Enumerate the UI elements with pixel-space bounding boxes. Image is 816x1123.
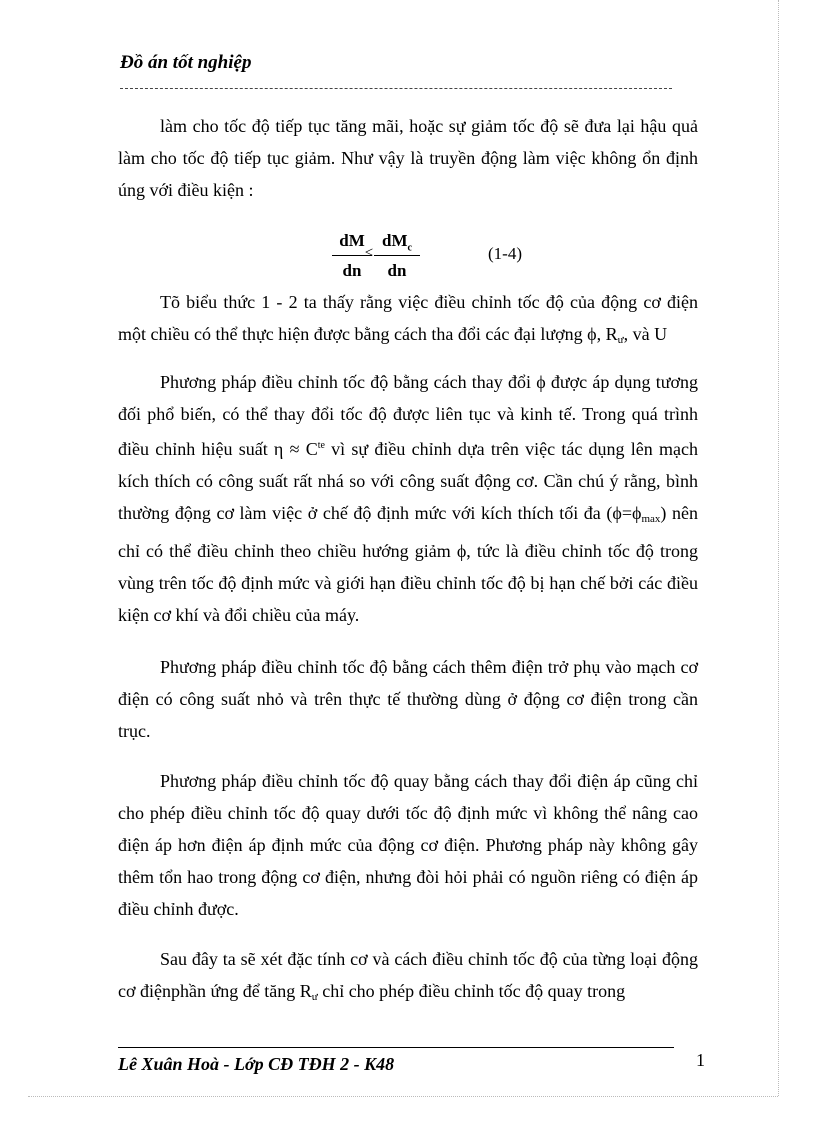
page-frame-bottom [28,1096,778,1097]
fraction-right-numerator [374,230,420,252]
paragraph-3-superscript: te [317,440,325,451]
page-number: 1 [696,1050,705,1070]
footer-divider [118,1047,674,1048]
paragraph-2-text-b: , và U [623,324,668,344]
paragraph-3-text-b: vì sự điều chỉnh dựa trên việc tác dụng lên mạch kích thích có công suất rất nhá so với công suất động cơ. Cần chú ý rằng, bình thường động cơ làm việc ở chế độ định mức với kích thích tối đa (ϕ=ϕ [118,439,698,523]
paragraph-6 [118,943,698,1013]
paragraph-6-text-b: chỉ cho phép điều chỉnh tốc độ quay trong [317,981,626,1001]
fraction-right [374,230,420,282]
paragraph-3-subscript: max [641,513,661,525]
fraction-right-numerator-text: dM [382,231,408,250]
less-than-operator: < [364,245,374,261]
paragraph-6-subscript: ư [311,991,318,1003]
header-title: Đồ án tốt nghiệp [120,52,252,73]
page-frame-right [778,0,779,1096]
paragraph-2 [118,286,698,356]
footer-author: Lê Xuân Hoà - Lớp CĐ TĐH 2 - K48 [118,1054,395,1074]
paragraph-2-text-a: Tõ biểu thức 1 - 2 ta thấy rằng việc điều chỉnh tốc độ của động cơ điện một chiều có thể thực hiện được bằng cách tha đổi các đại lượng ϕ, R [118,292,698,344]
paragraph-6-text-a: Sau đây ta sẽ xét đặc tính cơ và cách điều chỉnh tốc độ của từng loại động cơ điệnphần ứng để tăng R [118,949,698,1001]
fraction-left-numerator: dM [339,231,365,250]
paragraph-5-text: Phương pháp điều chỉnh tốc độ quay bằng cách thay đổi điện áp cũng chỉ cho phép điều chỉnh tốc độ quay dưới tốc độ định mức vì không thể nâng cao điện áp hơn điện áp định mức của động cơ điện. Phương pháp này không gây thêm tổn hao trong động cơ điện, nhưng đòi hỏi phải có nguồn riêng có điện áp điều chỉnh được. [118,771,698,919]
header-divider [120,88,672,89]
paragraph-5 [118,765,698,925]
paragraph-2-subscript: ư [617,334,624,346]
paragraph-3-text-a: Phương pháp điều chỉnh tốc độ bằng cách thay đổi ϕ được áp dụng tương đối phổ biến, có thể thay đổi tốc độ được liên tục và kinh tế. Trong quá trình điều chỉnh hiệu suất η ≈ C [118,372,698,459]
paragraph-3 [118,366,698,631]
paragraph-1-text: làm cho tốc độ tiếp tục tăng mãi, hoặc sự giảm tốc độ sẽ đưa lại hậu quả làm cho tốc độ tiếp tục giảm. Như vậy là truyền động làm việc không ổn định úng với điều kiện : [118,116,698,200]
fraction-right-bar [374,255,420,256]
paragraph-1 [118,110,698,206]
paragraph-4-text: Phương pháp điều chỉnh tốc độ bằng cách thêm điện trở phụ vào mạch cơ điện có công suất nhỏ và trên thực tế thường dùng ở động cơ điện trong cần trục. [118,657,698,741]
paragraph-3-text-c: ) nên chỉ có thể điều chỉnh theo chiều hướng giảm ϕ, tức là điều chỉnh tốc độ trong vùng trên tốc độ định mức và giới hạn điều chỉnh tốc độ bị hạn chế bởi các điều kiện cơ khí và đổi chiều của máy. [118,503,698,625]
fraction-right-denominator: dn [387,261,407,280]
equation-number: (1-4) [488,244,522,263]
equation-1-4 [330,230,590,286]
paragraph-4 [118,651,698,747]
fraction-left-denominator: dn [342,261,362,280]
fraction-right-numerator-subscript: c [407,242,412,254]
